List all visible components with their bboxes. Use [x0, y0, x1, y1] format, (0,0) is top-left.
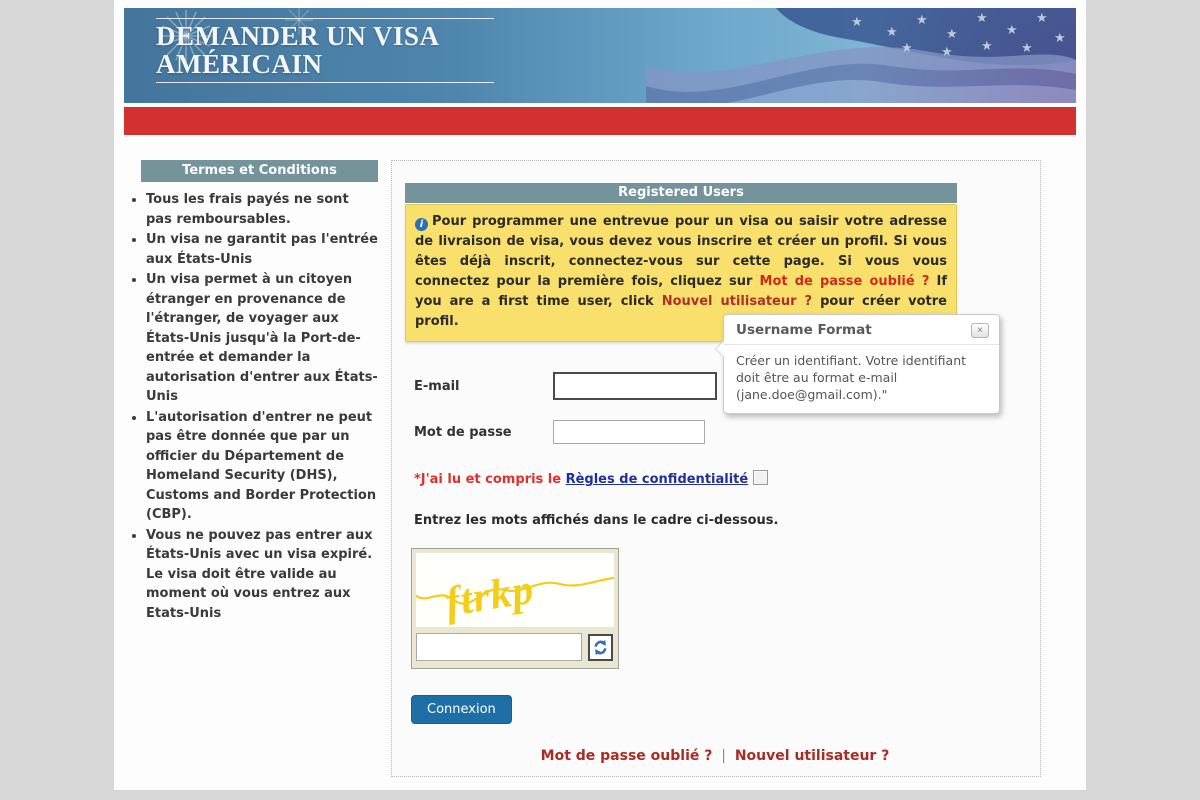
svg-text:★: ★	[901, 41, 913, 56]
captcha-input[interactable]	[416, 633, 582, 661]
page-title	[156, 22, 494, 78]
captcha-widget	[411, 548, 619, 669]
terms-item: • Un visa permet à un citoyen étranger en provenance de l'étranger, de voyager aux États-Unis jusqu'à la Port-de-entrée et demander la autorisation d'entrer aux États-Unis	[146, 270, 378, 407]
password-label: Mot de passe	[414, 424, 512, 440]
svg-text:★: ★	[1036, 11, 1048, 26]
links-separator: |	[721, 748, 726, 764]
login-panel	[391, 160, 1041, 777]
title-line-2: AMÉRICAIN	[156, 49, 323, 79]
svg-text:★: ★	[981, 39, 993, 54]
terms-header: Termes et Conditions	[141, 160, 378, 182]
header-banner	[124, 8, 1076, 103]
info-text-mid: If you are a first time user, click	[415, 274, 947, 309]
registered-users-header: Registered Users	[405, 183, 957, 203]
terms-item: • Tous les frais payés ne sont pas remboursables.	[146, 190, 378, 229]
forgot-password-inline-link[interactable]: Mot de passe oublié ?	[759, 274, 930, 289]
privacy-policy-link[interactable]: Règles de confidentialité	[565, 472, 749, 487]
title-rule-top	[156, 18, 494, 19]
tooltip-header	[724, 315, 999, 345]
svg-text:★: ★	[976, 11, 988, 26]
title-line-1: DEMANDER UN VISA	[156, 21, 440, 51]
svg-text:★: ★	[941, 45, 953, 60]
site-title-block	[156, 18, 494, 83]
svg-text:★: ★	[946, 27, 958, 42]
svg-text:★: ★	[851, 15, 863, 30]
content-area	[124, 135, 1076, 777]
captcha-refresh-button[interactable]	[588, 634, 613, 661]
privacy-prefix: *J'ai lu et compris le	[414, 472, 566, 487]
login-button[interactable]: Connexion	[411, 695, 512, 724]
info-text-after: pour créer votre profil.	[415, 294, 948, 329]
forgot-password-link[interactable]: Mot de passe oublié ?	[540, 748, 713, 764]
terms-list	[128, 190, 378, 623]
terms-item: • Un visa ne garantit pas l'entrée aux États-Unis	[146, 230, 378, 269]
email-label: E-mail	[414, 378, 460, 394]
terms-sidebar	[128, 160, 378, 777]
tooltip-body: Créer un identifiant. Votre identifiant doit être au format e-mail (jane.doe@gmail.com)."	[736, 353, 967, 402]
privacy-checkbox[interactable]	[753, 470, 768, 485]
email-field[interactable]	[553, 372, 717, 400]
page	[114, 0, 1086, 790]
captcha-word: ftrkp	[442, 566, 538, 626]
new-user-inline-link[interactable]: Nouvel utilisateur ?	[661, 294, 813, 309]
us-flag-image	[646, 8, 1076, 103]
new-user-link[interactable]: Nouvel utilisateur ?	[734, 748, 890, 764]
bottom-links	[405, 748, 1025, 764]
privacy-agreement-row	[414, 470, 1028, 487]
captcha-image	[416, 553, 614, 627]
username-format-tooltip	[723, 314, 1000, 414]
red-accent-bar	[124, 107, 1076, 135]
svg-text:★: ★	[1021, 41, 1033, 56]
tooltip-title: Username Format	[736, 322, 872, 338]
svg-text:★: ★	[1054, 31, 1066, 46]
close-icon[interactable]: ×	[971, 323, 989, 338]
terms-item: • Vous ne pouvez pas entrer aux États-Unis avec un visa expiré. Le visa doit être valide au moment où vous entrez aux Etats-Unis	[146, 526, 378, 624]
info-text-before: Pour programmer une entrevue pour un visa ou saisir votre adresse de livraison de visa, vous devez vous inscrire et créer un profil. Si vous êtes déjà inscrit, connectez-vous sur cette page. Si vous vous connectez pour la première fois, cliquez sur	[415, 214, 947, 289]
svg-text:★: ★	[916, 13, 928, 28]
svg-text:★: ★	[886, 25, 898, 40]
terms-item: • L'autorisation d'entrer ne peut pas être donnée que par un officier du Département de Homeland Security (DHS), Customs and Border Protection (CBP).	[146, 408, 378, 525]
password-field[interactable]	[553, 420, 705, 444]
refresh-icon	[592, 639, 609, 656]
svg-text:★: ★	[1006, 23, 1018, 38]
info-icon: i	[415, 218, 428, 231]
captcha-instruction: Entrez les mots affichés dans le cadre ci-dessous.	[414, 513, 779, 528]
title-rule-bottom	[156, 82, 494, 83]
